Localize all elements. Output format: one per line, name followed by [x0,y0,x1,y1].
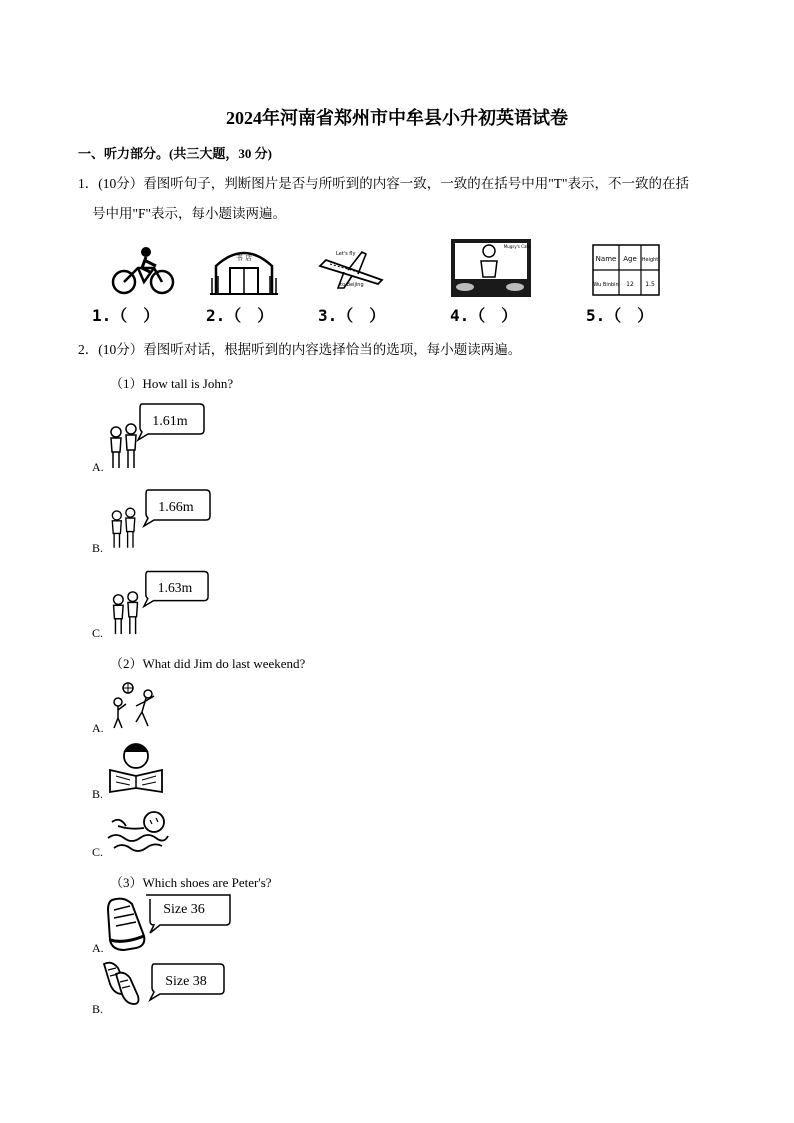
q2-sub2-question: （2）What did Jim do last weekend? [110,656,306,671]
playing-ball-picture [106,680,162,730]
answer-blank-4[interactable]: 4.（ ） [450,306,518,325]
cafe-poster-picture [451,239,531,297]
bubble-size-a: Size 36 [163,902,205,917]
q2-instruction: 2．(10分）看图听对话，根据听到的内容选择恰当的选项，每小题读两遍。 [78,342,522,357]
answer-blank-2[interactable]: 2.（ ） [206,306,274,325]
swimming-picture [106,806,170,854]
bicycle-rider-picture [110,246,176,296]
bubble-height-c: 1.63m [157,579,193,595]
table-cell: Wu Binbin [593,282,619,288]
table-cell: Age [623,255,637,263]
bookstore-gate-picture [210,244,278,296]
answer-blank-1[interactable]: 1.（ ） [92,306,160,325]
shoes-pair-picture [100,960,142,1006]
gate-sign-text: 书 店 [235,254,253,262]
answer-blank-5[interactable]: 5.（ ） [586,306,654,325]
option-b-label[interactable]: B. [92,1002,104,1016]
option-a-label[interactable]: A. [92,941,104,955]
poster-text: Mugsy's Cafe [503,244,531,249]
q1-instruction-line2: 号中用"F"表示，每小题读两遍。 [92,206,287,221]
option-b-label[interactable]: B. [92,787,104,801]
answer-blank-3[interactable]: 3.（ ） [318,306,386,325]
speech-bubble [144,893,232,933]
bubble-height-b: 1.66m [158,500,194,515]
airplane-picture [318,246,384,294]
info-table-picture [593,245,659,295]
reading-book-picture [106,740,168,794]
option-b-label[interactable]: B. [92,541,104,555]
bubble-size-b: Size 38 [165,974,207,989]
option-c-label[interactable]: C. [92,626,104,640]
table-cell: 12 [626,281,634,288]
two-boys-picture [106,506,142,550]
q2-sub3-question: （3）Which shoes are Peter's? [110,875,272,890]
option-a-label[interactable]: A. [92,721,104,735]
option-c-label[interactable]: C. [92,845,104,859]
option-a-label[interactable]: A. [92,460,104,474]
speech-bubble [140,488,212,526]
q1-instruction-line1: 1．(10分）看图听句子，判断图片是否与所听到的内容一致，一致的在括号中用"T"表示，不一致的在括 [78,176,690,191]
speech-bubble [146,962,226,1000]
sneaker-picture [104,896,148,952]
bubble-height-a: 1.61m [152,414,188,429]
speech-bubble [140,568,210,608]
speech-bubble [134,402,206,440]
table-cell: Height [641,257,659,263]
table-cell: Name [595,255,617,263]
page-title: 2024年河南省郑州市中牟县小升初英语试卷 [226,108,568,128]
table-cell: 1.5 [645,281,655,288]
plane-text-2: to Beijing [340,282,364,288]
q2-sub1-question: （1）How tall is John? [110,376,234,391]
plane-text-1: Let's fly [336,251,356,257]
section-listening-heading: 一、听力部分。(共三大题，30 分) [78,146,272,161]
